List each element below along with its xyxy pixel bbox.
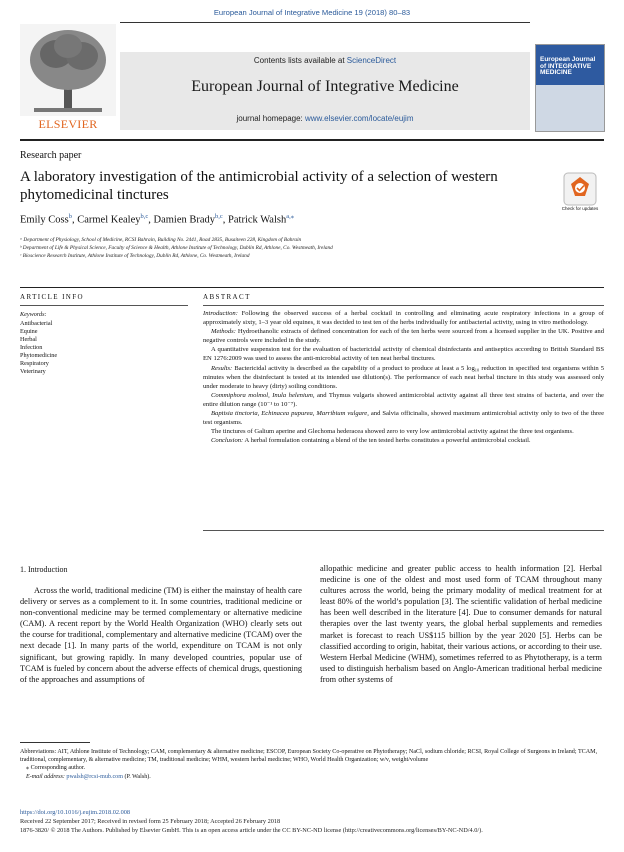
abstract-text: and Thymus vulgaris showed antimicrobial activity against all three test strains of bacteria, and over the entire dilution range (10⁻¹ to 10⁻⁷). [203, 391, 604, 408]
abstract-paragraph [203, 391, 604, 409]
doi-link[interactable]: https://doi.org/10.1016/j.eujim.2018.02.008 [20, 809, 131, 816]
email-note [20, 773, 604, 781]
email-label: E-mail address: [26, 773, 67, 780]
received-dates: Received 22 September 2017; Received in revised form 25 February 2018; Accepted 26 February 2018 [20, 818, 281, 825]
header-top-rule [120, 22, 530, 53]
cover-title: European Journal of INTEGRATIVE MEDICINE [540, 56, 596, 76]
journal-cover-thumbnail [535, 44, 605, 132]
abstract-text: The tinctures of Galium aperine and Glechoma hederacea showed zero to very low antimicrobial activity against the three test organisms. [211, 428, 574, 436]
abstract-paragraph [203, 427, 604, 436]
author-affiliation-marker[interactable]: b [68, 213, 72, 220]
author-separator: , [222, 214, 229, 226]
abstract-text: A quantitative suspension test for the evaluation of bactericidal activity of chemical disinfectants and antiseptics according to British Standard BS EN 1276:2009 was used to assess the anti-microbial activity of ten neat herbal tinctures. [203, 346, 604, 363]
footnote-rule [20, 742, 90, 743]
abstract-paragraph [203, 364, 604, 391]
check-for-updates-label: Check for updates [561, 206, 599, 211]
abstract-bottom-rule [203, 530, 604, 531]
author-name[interactable]: Patrick Walsh [228, 214, 287, 226]
abstract-paragraph [203, 345, 604, 363]
species-names: Baptisia tinctoria, Echinacea pupurea, Marribium vulgare, [211, 410, 369, 418]
author-name[interactable]: Carmel Kealey [77, 214, 141, 226]
corresponding-note: ⁎ Corresponding author. [26, 765, 86, 772]
intro-paragraph-right: allopathic medicine and greater public access to health information [2]. Herbal medicine is one of the oldest and most used form of TCAM throughout many cultures across the world, being the primary modality of medical treatment for at least 80% of the world’s population [3]. The scientific validation of herbal medicine has been well described in the literature [4]. Due to consumer demands for natural therapies over the last twenty years, the global herbal supplements and remedies market is forecast to reach US$115 billion by the year 2020 [5]. Herbs can be classified according to origin, habitat, their various actions, or according to their use. Western Herbal Medicine (WHM), sometimes referred to as Phytotherapy, is a term used to distinguish herbalism based on Anglo-American traditional herbal medicine from other systems of [320, 564, 602, 684]
keyword-item: Infection [20, 344, 43, 351]
author-affiliation-marker[interactable]: b,c [140, 213, 149, 220]
abstract-paragraph [203, 409, 604, 427]
copyright-line: 1876-3820/ © 2018 The Authors. Published by Elsevier GmbH. This is an open access article under the CC BY-NC-ND license (http://creativecommons.org/licenses/BY-NC-ND/4.0/). [20, 827, 483, 834]
keyword-item: Antibacterial [20, 320, 53, 327]
author-list [20, 212, 294, 226]
journal-homepage-line [120, 114, 530, 123]
keywords-label: Keywords: [20, 311, 47, 318]
homepage-link[interactable]: www.elsevier.com/locate/eujim [305, 114, 414, 123]
publisher-wordmark: ELSEVIER [38, 117, 98, 131]
author-separator: , [148, 214, 154, 226]
homepage-prefix: journal homepage: [236, 114, 305, 123]
abstract-text: and Salvia officinalis, showed maximum antimicrobial activity only to two of the three test organisms. [203, 410, 604, 427]
species-names: Commiphora molmol, Inula helenium, [211, 391, 315, 399]
affiliation-c: ᶜ Bioscience Research Institute, Athlone Institute of Technology, Dublin Rd, Athlone, Co. Westmeath, Ireland [20, 253, 250, 259]
abstract-paragraph [203, 327, 604, 345]
keyword-item: Respiratory [20, 360, 49, 367]
intro-column-right [320, 563, 602, 685]
abstract-section-label: Introduction: [203, 310, 238, 317]
abstract-paragraph [203, 436, 604, 445]
elsevier-tree-logo [20, 24, 116, 128]
author-affiliation-marker[interactable]: b,c [215, 213, 223, 220]
intro-paragraph-left: Across the world, traditional medicine (TM) is either the mainstay of health care delivery or serves as a complement to it. In some countries, traditional medicine or non-conventional medicine may be termed complementary or alternative medicine (CAM). A recent report by the World Health Organization (WHO) clearly sets out the course for traditional, complementary and alternative medicine (TCAM) over the next decade [1]. In many parts of the world, expenditure on TCAM is not only significant, but growing rapidly. In many developed countries, popular use of TCAM is fueled by concern about the adverse effects of chemical drugs, questioning of the approaches and assumptions of [20, 586, 302, 684]
author-name[interactable]: Emily Coss [20, 214, 69, 226]
intro-column-left [20, 585, 302, 685]
header-rule [20, 139, 604, 141]
article-info-heading: ARTICLE INFO [20, 293, 85, 301]
abstract-section-label: Results: [211, 364, 233, 372]
abstract-rule [203, 305, 604, 306]
running-head: European Journal of Integrative Medicine 19 (2018) 80–83 [213, 8, 411, 17]
keyword-item: Equine [20, 328, 38, 335]
affiliation-b: ᵇ Department of Life & Physical Science, Faculty of Science & Health, Athlone Institute of Technology, Dublin Rd, Athlone, Co. Westmeath, Ireland [20, 245, 333, 251]
abstract-text: Hydroethanolic extracts of defined concentration for each of the ten herbs were sourced from a licensed supplier in the UK. Positive and negative controls were included in the study. [203, 328, 604, 345]
abstract-paragraph [203, 309, 604, 327]
keyword-item: Phytomedicine [20, 352, 58, 359]
author-separator: , [71, 214, 78, 226]
article-info-rule [20, 305, 188, 306]
footnotes [20, 748, 604, 781]
abstract-text: Following the observed success of a herbal cocktail in controlling and eliminating acute respiratory infections in a group of approximately sixty, 1–3 year old equines, it was decided to test ten of the herbs individually for antibacterial activity, using in vitro methodology. [203, 310, 604, 327]
email-suffix: (P. Walsh). [122, 773, 151, 780]
abstract-heading: ABSTRACT [203, 293, 251, 301]
keyword-item: Herbal [20, 336, 37, 343]
sciencedirect-link[interactable]: ScienceDirect [346, 56, 397, 65]
publication-info [20, 808, 620, 835]
contents-prefix: Contents lists available at [253, 56, 347, 65]
affiliation-a: ᵃ Department of Physiology, School of Medicine, RCSI Bahrain, Building No. 2441, Road 2835, Busaiteen 228, Kingdom of Bahrain [20, 237, 302, 243]
introduction-heading: 1. Introduction [20, 565, 68, 574]
contents-line [120, 56, 530, 65]
abstract-section-label: Conclusion: [211, 437, 244, 445]
author-name[interactable]: Damien Brady [153, 214, 216, 226]
abstract-text: A herbal formulation containing a blend of the ten tested herbs constitutes a powerful antimicrobial cocktail. [243, 437, 531, 445]
abstract-body [203, 309, 604, 445]
email-link[interactable]: pwalsh@rcsi-mub.com [66, 773, 123, 780]
keyword-item: Veterinary [20, 368, 46, 375]
author-affiliation-marker[interactable]: a,⁎ [286, 213, 294, 220]
journal-title: European Journal of Integrative Medicine [191, 78, 459, 95]
abstract-text: Bactericidal activity is described as the capability of a product to produce at least a 5 log₁₀ reduction in specified test organisms within 5 minutes when the disinfectant is tested at its intended use dilution(s). The performance of each neat herbal tincture in this study was assessed only under moderate to heavy (dirty) soiling conditions. [203, 364, 604, 390]
article-type: Research paper [20, 150, 82, 161]
check-for-updates-icon[interactable] [563, 172, 597, 206]
abbreviations-note: Abbreviations: AIT, Athlone Institute of Technology; CAM, complementary & alternative medicine; ESCOP, European Society Co-operative on Phytotherapy; NaCl, sodium chloride; RCSI, Royal College of Surgeons in Ireland; TCAM, traditional, complementary, & alternative medicine; TM, traditional medicine; WHM, western herbal medicine; WHO, World Health Organization; w/v, weight/volume [20, 749, 598, 764]
article-title: A laboratory investigation of the antimicrobial activity of a selection of western phytomedicinal tinctures [20, 169, 498, 203]
abstract-section-label: Methods: [211, 328, 236, 336]
affiliation-rule [20, 287, 604, 288]
